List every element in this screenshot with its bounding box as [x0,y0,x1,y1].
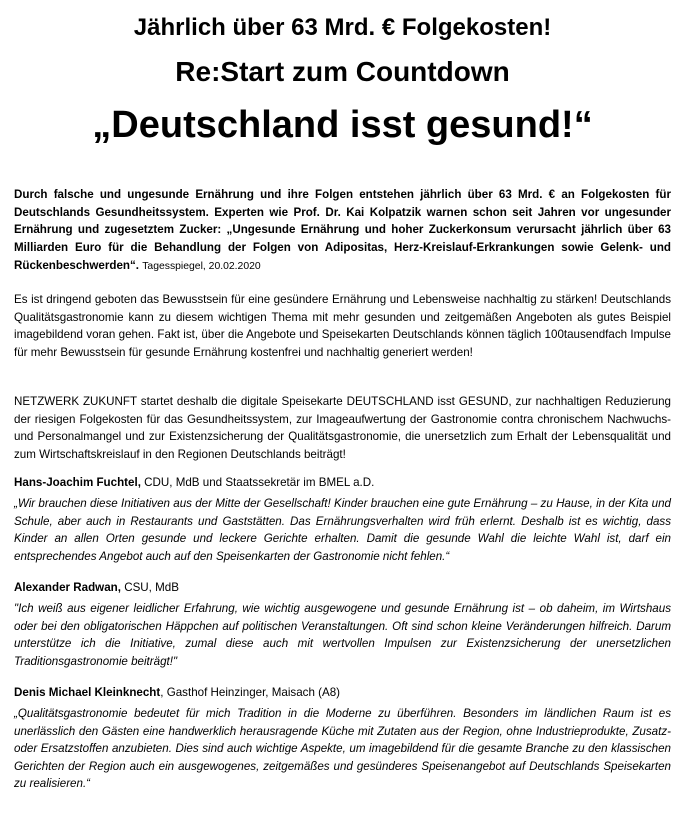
speaker-name: Alexander Radwan, [14,581,121,594]
intro-source: Tagesspiegel, 20.02.2020 [142,260,261,272]
speaker-role: , Gasthof Heinzinger, Maisach (A8) [160,686,341,699]
quote-kleinknecht: „Qualitätsgastronomie bedeutet für mich Tradition in die Moderne zu überführen. Besonders im ländlichen Raum ist es unerlässlich den Gästen eine handwerklich herausragende Küche mit Zutaten aus der Region, ohne Industrieprodukte, Zusatz- oder Ersatzstoffen anzubieten. Dies sind auch wichtige Aspekte, um imagebildend für die gesamte Branche zu den klassischen Gerichten der Region auch ein ausgewogenes, zeitgemäßes und gesünderes Speisenangebot auf Deutschlands Speisekarten zu realisieren.“ [14,707,671,791]
speaker-name: Denis Michael Kleinknecht [14,686,161,699]
headline-campaign: „Deutschland isst gesund!“ [92,104,593,146]
headline-restart: Re:Start zum Countdown [175,56,510,87]
body-paragraph-network: NETZWERK ZUKUNFT startet deshalb die digitale Speisekarte DEUTSCHLAND isst GESUND, zur nachhaltigen Reduzierung der riesigen Folgekosten für das Gesundheitssystem, zur Imageaufwertung der Gastronomie contra chronischem Nachwuchs- und Personalmangel und zur Existenzsicherung der Qualitätsgastronomie, die unersetzlich zum Erhalt der Lebensqualität und zum Wirtschaftskreislauf in den Regionen Deutschlands beiträgt! [14,395,671,462]
speaker-fuchtel [14,474,671,491]
speaker-role: CSU, MdB [120,581,179,594]
speaker-name: Hans-Joachim Fuchtel, [14,476,141,489]
speaker-role: CDU, MdB und Staatssekretär im BMEL a.D. [140,476,375,489]
headline-costs: Jährlich über 63 Mrd. € Folgekosten! [133,14,552,41]
quote-radwan: "Ich weiß aus eigener leidlicher Erfahrung, wie wichtig ausgewogene und gesunde Ernährung ist – ob daheim, im Wirtshaus oder bei den obligatorischen Häppchen auf politischen Veranstaltungen. Oft sind schon kleine Veränderungen hilfreich. Darum unterstütze ich die Initiative, zumal diese auch mit wertvollen Impulsen zur Existenzsicherung der unersetzlichen Traditionsgastronomie beiträgt!" [14,602,671,668]
speaker-kleinknecht [14,684,671,701]
quote-fuchtel: „Wir brauchen diese Initiativen aus der Mitte der Gesellschaft! Kinder brauchen eine gute Ernährung – zu Hause, in der Kita und Schule, aber auch in Restaurants und Gaststätten. Das Ernährungsverhalten wird früh erlernt. Deshalb ist es wichtig, dass Kinder an allen Orten gesunde und leckere Gerichte erhalten. Damit die gesunde Wahl die leichte Wahl ist, darf ein entsprechendes Angebot auch auf den Speisenkarten der Gastronomie nicht fehlen.“ [14,497,671,563]
speaker-radwan [14,579,671,596]
intro-text: Durch falsche und ungesunde Ernährung und ihre Folgen entstehen jährlich über 63 Mrd. € an Folgekosten für Deutschlands Gesundheitssystem. Experten wie Prof. Dr. Kai Kolpatzik warnen schon seit Jahren vor ungesunder Ernährung und zugesetztem Zucker: „Ungesunde Ernährung und hoher Zuckerkonsum verursacht jährlich über 63 Milliarden Euro für die Behandlung der Folgen von Adipositas, Herz-Kreislauf-Erkrankungen sowie Gelenk- und Rückenbeschwerden“. [14,188,671,272]
intro-paragraph [14,186,671,276]
body-paragraph-awareness: Es ist dringend geboten das Bewusstsein für eine gesündere Ernährung und Lebensweise nachhaltig zu stärken! Deutschlands Qualitätsgastronomie kann zu diesem wichtigen Thema mit mehr gesunden und zeitgemäßen Angeboten als gutes Beispiel imagebildend voran gehen. Fakt ist, über die Angebote und Speisekarten Deutschlands können täglich 100tausendfach Impulse für mehr Bewusstsein für gesunde Ernährung kostenfrei und nachhaltig generiert werden! [14,293,671,360]
